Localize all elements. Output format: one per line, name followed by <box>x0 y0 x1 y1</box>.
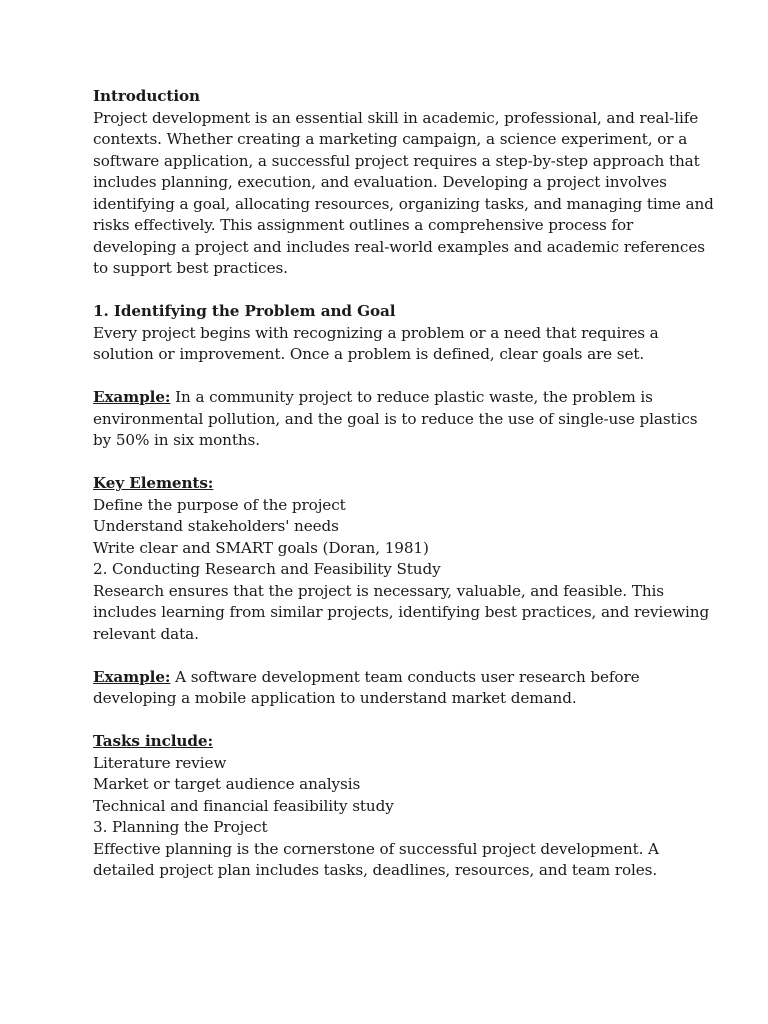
example-label: Example: <box>93 388 171 406</box>
intro-line: includes planning, execution, and evaluation. Developing a project involves <box>93 173 667 191</box>
spacer <box>93 710 693 732</box>
example-label: Example: <box>93 667 171 686</box>
intro-line: identifying a goal, allocating resources, organizing tasks, and managing time and <box>93 194 714 213</box>
section3-heading: 3. Planning the Project <box>93 818 268 836</box>
key-elements-line <box>93 473 693 495</box>
section2-line: Research ensures that the project is necessary, valuable, and feasible. This <box>93 581 664 600</box>
section3-line: Effective planning is the cornerstone of successful project development. A <box>93 839 659 858</box>
section1-example-line: by 50% in six months. <box>93 431 260 449</box>
intro-line: developing a project and includes real-world examples and academic references <box>93 237 705 256</box>
spacer <box>93 452 693 474</box>
intro-line: Project development is an essential skill in academic, professional, and real-life <box>93 108 699 127</box>
task-item: Market or target audience analysis <box>93 775 361 793</box>
example-text: In a community project to reduce plastic waste, the problem is <box>170 388 653 406</box>
task-item: Technical and financial feasibility study <box>93 796 394 815</box>
section2-example-line <box>93 667 693 689</box>
section3-line: detailed project plan includes tasks, deadlines, resources, and team roles. <box>93 861 658 879</box>
spacer <box>93 280 693 302</box>
intro-line: contexts. Whether creating a marketing campaign, a science experiment, or a <box>93 130 688 148</box>
tasks-label: Tasks include: <box>93 732 213 750</box>
key-element-item: Define the purpose of the project <box>93 495 346 514</box>
section1-line: solution or improvement. Once a problem is defined, clear goals are set. <box>93 345 645 363</box>
section1-example-line: environmental pollution, and the goal is to reduce the use of single-use plastics <box>93 409 698 428</box>
document-page <box>93 86 714 882</box>
spacer <box>93 366 693 388</box>
section2-line: includes learning from similar projects, identifying best practices, and reviewing <box>93 603 710 621</box>
section1-example-line <box>93 387 693 409</box>
section2-line: relevant data. <box>93 624 199 643</box>
example-text: A software development team conducts user research before <box>170 667 640 686</box>
section2-example-line: developing a mobile application to understand market demand. <box>93 689 577 707</box>
intro-line: software application, a successful project requires a step-by-step approach that <box>93 151 700 170</box>
key-elements-label: Key Elements: <box>93 474 214 492</box>
key-element-item: Understand stakeholders' needs <box>93 517 339 535</box>
intro-line: risks effectively. This assignment outlines a comprehensive process for <box>93 216 634 234</box>
spacer <box>93 645 693 667</box>
task-item: Literature review <box>93 753 227 772</box>
key-element-item: Write clear and SMART goals (Doran, 1981) <box>93 538 429 557</box>
section1-heading: 1. Identifying the Problem and Goal <box>93 302 396 320</box>
section1-line: Every project begins with recognizing a problem or a need that requires a <box>93 323 659 342</box>
section2-heading: 2. Conducting Research and Feasibility Study <box>93 560 441 578</box>
intro-line: to support best practices. <box>93 259 288 277</box>
intro-heading: Introduction <box>93 87 200 105</box>
tasks-line <box>93 731 693 753</box>
